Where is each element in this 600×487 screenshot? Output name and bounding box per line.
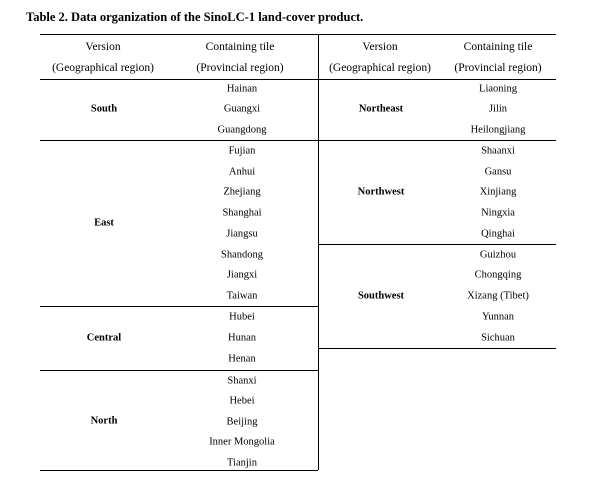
region-east: East	[94, 217, 114, 229]
tile-chongqing: Chongqing	[474, 269, 522, 281]
tile-hebei: Hebei	[229, 395, 255, 407]
group-separator	[40, 370, 318, 371]
tile-xizang-tibet: Xizang (Tibet)	[467, 290, 529, 302]
tile-qinghai: Qinghai	[481, 228, 515, 240]
tile-beijing: Beijing	[226, 416, 258, 428]
right-bottom-rule	[318, 348, 556, 349]
tile-anhui: Anhui	[228, 166, 256, 178]
tile-shanxi: Shanxi	[227, 375, 257, 387]
region-north: North	[90, 415, 118, 427]
tile-guizhou: Guizhou	[479, 249, 517, 261]
tile-zhejiang: Zhejiang	[223, 186, 261, 198]
header-version-left: Version	[85, 41, 121, 53]
header-tile-left: Containing tile	[205, 41, 275, 53]
region-central: Central	[86, 332, 122, 344]
tile-jiangxi: Jiangxi	[226, 269, 258, 281]
tile-fujian: Fujian	[228, 145, 256, 157]
header-version-right: Version	[362, 41, 398, 53]
tile-shandong: Shandong	[221, 249, 263, 261]
region-northwest: Northwest	[357, 186, 405, 198]
tile-jilin: Jilin	[488, 103, 508, 115]
header-version-sub-left: (Geographical region)	[52, 62, 154, 74]
group-separator	[318, 140, 556, 141]
tile-henan: Henan	[228, 353, 256, 365]
header-version-sub-right: (Geographical region)	[329, 62, 431, 74]
header-bottom-rule	[40, 79, 556, 80]
tile-heilongjiang: Heilongjiang	[470, 124, 526, 136]
tile-yunnan: Yunnan	[481, 311, 515, 323]
tile-guangdong: Guangdong	[217, 124, 267, 136]
table-top-rule	[40, 34, 556, 35]
table-caption: Table 2. Data organization of the SinoLC-1 land-cover product.	[26, 10, 364, 24]
tile-inner-mongolia: Inner Mongolia	[209, 436, 275, 448]
tile-liaoning: Liaoning	[479, 83, 517, 95]
header-tile-right: Containing tile	[463, 41, 533, 53]
group-separator	[40, 306, 318, 307]
group-separator	[40, 140, 318, 141]
group-separator	[318, 244, 556, 245]
tile-guangxi: Guangxi	[223, 103, 261, 115]
tile-xinjiang: Xinjiang	[479, 186, 517, 198]
tile-gansu: Gansu	[484, 166, 512, 178]
tile-jiangsu: Jiangsu	[226, 228, 258, 240]
region-southwest: Southwest	[357, 290, 405, 302]
column-divider	[318, 34, 319, 470]
tile-sichuan: Sichuan	[481, 332, 515, 344]
tile-ningxia: Ningxia	[481, 207, 515, 219]
tile-hunan: Hunan	[228, 332, 256, 344]
tile-tianjin: Tianjin	[227, 457, 257, 469]
tile-hubei: Hubei	[229, 311, 255, 323]
region-south: South	[90, 103, 118, 115]
header-tile-sub-left: (Provincial region)	[196, 62, 284, 74]
tile-hainan: Hainan	[226, 83, 258, 95]
header-tile-sub-right: (Provincial region)	[454, 62, 542, 74]
region-northeast: Northeast	[358, 103, 404, 115]
tile-shanghai: Shanghai	[222, 207, 262, 219]
tile-taiwan: Taiwan	[226, 290, 258, 302]
tile-shaanxi: Shaanxi	[481, 145, 515, 157]
left-bottom-rule	[40, 470, 318, 471]
